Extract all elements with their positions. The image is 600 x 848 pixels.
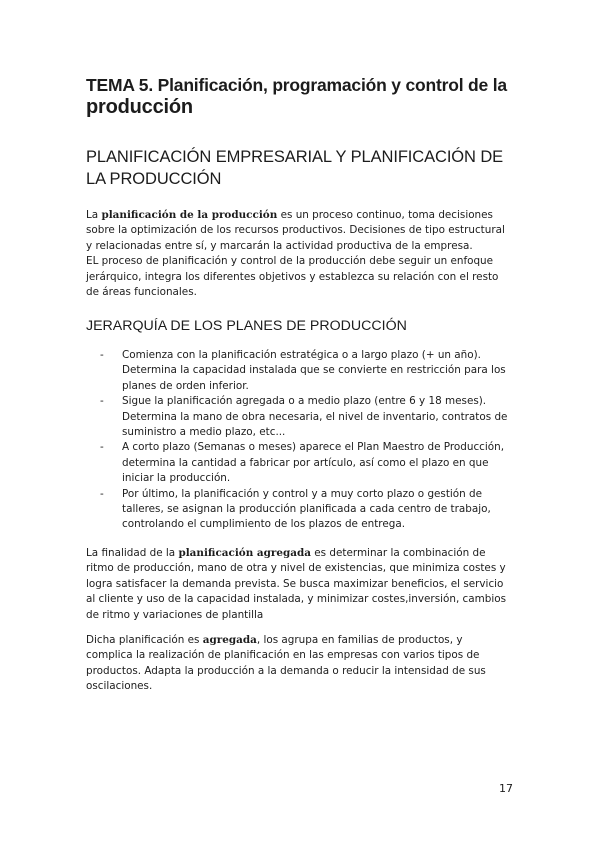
page-title [86,74,526,118]
aggregation-paragraph [86,633,506,695]
intro-second-text: EL proceso de planificación y control de la producción debe seguir un enfoque jerárquico, integra los diferentes objetivos y establezca su relación con el resto de áreas funcionales. [86,255,499,299]
intro-paragraph [86,208,506,300]
p3-lead-text: Dicha planificación es [86,634,203,646]
aggregate-planning-paragraph [86,546,506,623]
list-item-text: Comienza con la planificación estratégica o a largo plazo (+ un año). Determina la capacidad instalada que se convierte en restricción para los planes de orden inferior. [122,349,506,392]
section-heading-hierarchy: JERARQUÍA DE LOS PLANES DE PRODUCCIÓN [86,318,407,334]
p2-lead-text: La finalidad de la [86,547,179,559]
list-item [100,440,510,486]
p3-bold-term: agregada [202,634,257,646]
title-line-1: TEMA 5. Planificación, programación y control de la [86,75,507,95]
list-item-text: Por último, la planificación y control y a muy corto plazo o gestión de talleres, se asignan la producción planificada a cada centro de trabajo, controlando el cumplimiento de los plazos de entrega. [122,487,491,531]
section-heading-planning: PLANIFICACIÓN EMPRESARIAL Y PLANIFICACIÓN DE LA PRODUCCIÓN [86,148,504,188]
list-bullet: - [100,441,104,454]
list-item-text: Sigue la planificación agregada o a medio plazo (entre 6 y 18 meses). Determina la mano de obra necesaria, el nivel de inventario, contratos de suministro a medio plazo, etc... [122,395,508,439]
p3-rest-text: , los agrupa en familias de productos, y complica la realización de planificación en las empresas con varios tipos de productos. Adapta la producción a la demanda o reducir la intensidad de sus oscilaciones. [86,634,486,693]
list-item [100,348,510,394]
list-item [100,487,510,533]
list-item-text: A corto plazo (Semanas o meses) aparece el Plan Maestro de Producción, determina la cantidad a fabricar por artículo, así como el plazo en que iniciar la producción. [122,441,504,485]
p2-bold-term: planificación agregada [178,547,311,559]
list-bullet: - [100,395,104,408]
list-bullet: - [100,487,104,500]
page-number: 17 [499,782,513,795]
title-line-2: producción [86,96,193,118]
intro-rest-text: es un proceso continuo, toma decisiones sobre la optimización de los recursos productivos. Decisiones de tipo estructural y relacionadas entre sí, y marcarán la actividad productiva de la empresa. [86,209,505,252]
hierarchy-list [100,348,510,533]
list-item [100,394,510,440]
intro-bold-term: planificación de la producción [101,209,278,221]
p2-rest-text: es determinar la combinación de ritmo de producción, mano de otra y nivel de existencias, que minimiza costes y logra satisfacer la demanda prevista. Se busca maximizar beneficios, el servicio al cliente y uso de la capacidad instalada, y minimizar costes,inversión, cambios de ritmo y variaciones de plantilla [86,547,506,621]
list-bullet: - [100,349,104,361]
intro-lead-text: La [86,209,102,221]
